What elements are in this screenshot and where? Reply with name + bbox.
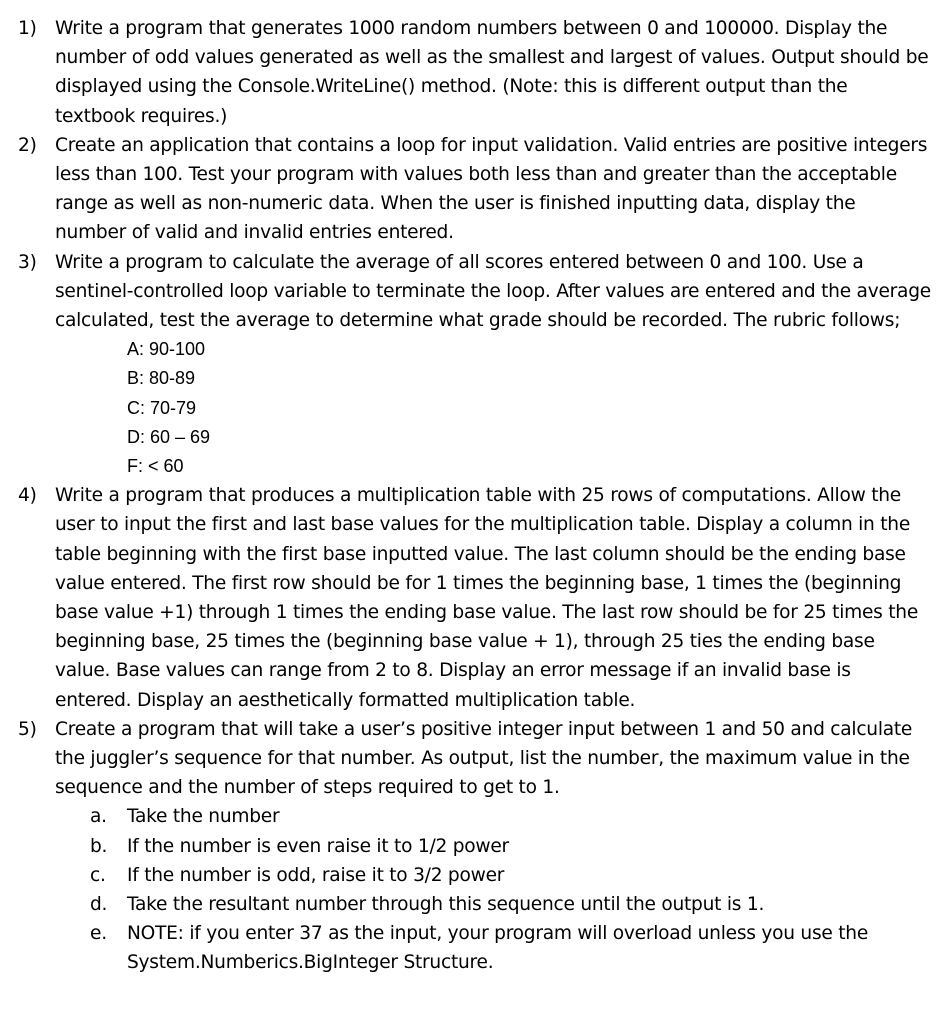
step-text: If the number is even raise it to 1/2 power <box>127 835 509 857</box>
rubric-grade-b: B: 80-89 <box>127 368 196 389</box>
list-item-1 <box>0 14 946 131</box>
item-text: Create an application that contains a loop for input validation. Valid entries are positive integers less than 100. Test your program with values both less than and greater than the acceptable range as well as non-numeric data. When the user is finished inputting data, display the number of valid and invalid entries entered. <box>55 134 928 244</box>
list-item-2 <box>0 131 946 248</box>
list-item-4 <box>0 481 946 715</box>
step-letter: e. <box>90 923 107 945</box>
item-number: 5) <box>18 718 37 740</box>
step-text: NOTE: if you enter 37 as the input, your program will overload unless you use the System.Numberics.BigInteger Structure. <box>127 923 869 974</box>
step-letter: b. <box>90 835 108 857</box>
step-item-e <box>0 919 946 977</box>
item-number: 3) <box>18 251 37 273</box>
step-text: If the number is odd, raise it to 3/2 power <box>127 864 505 886</box>
step-item-a <box>0 802 946 831</box>
step-item-c <box>0 861 946 890</box>
item-number: 4) <box>18 485 37 507</box>
rubric-grade-f: F: < 60 <box>127 455 184 476</box>
rubric-grade-c: C: 70-79 <box>127 397 197 418</box>
item-text: Create a program that will take a user’s positive integer input between 1 and 50 and calculate the juggler’s sequence for that number. As output, list the number, the maximum value in the sequence and the number of steps required to get to 1. <box>55 718 913 799</box>
step-item-b <box>0 832 946 861</box>
list-item-3 <box>0 248 946 336</box>
item-text: Write a program to calculate the average of all scores entered between 0 and 100. Use a sentinel-controlled loop variable to terminate the loop. After values are entered and the average calculated, test the average to determine what grade should be recorded. The rubric follows; <box>55 251 931 332</box>
assignment-document <box>0 14 946 978</box>
grade-rubric <box>0 335 946 481</box>
step-letter: c. <box>90 864 106 886</box>
item-text: Write a program that generates 1000 random numbers between 0 and 100000. Display the number of odd values generated as well as the smallest and largest of values. Output should be displayed using the Console.WriteLine() method. (Note: this is different output than the textbook requires.) <box>55 18 929 127</box>
rubric-grade-a: A: 90-100 <box>127 339 206 360</box>
step-text: Take the resultant number through this sequence until the output is 1. <box>127 894 765 916</box>
list-item-5 <box>0 715 946 803</box>
item-number: 1) <box>18 18 37 39</box>
item-number: 2) <box>18 134 37 156</box>
step-item-d <box>0 890 946 919</box>
juggler-steps-list <box>0 802 946 977</box>
step-letter: a. <box>90 806 107 828</box>
step-letter: d. <box>90 894 108 916</box>
step-text: Take the number <box>127 806 280 828</box>
rubric-grade-d: D: 60 – 69 <box>127 426 211 447</box>
item-text: Write a program that produces a multiplication table with 25 rows of computations. Allow the user to input the first and last base values for the multiplication table. Display a column in the table beginning with the first base inputted value. The last column should be the ending base value entered. The first row should be for 1 times the beginning base, 1 times the (beginning base value +1) through 1 times the ending base value. The last row should be for 25 times the beginning base, 25 times the (beginning base value + 1), through 25 ties the ending base value. Base values can range from 2 to 8. Display an error message if an invalid base is entered. Display an aesthetically formatted multiplication table. <box>55 485 919 711</box>
